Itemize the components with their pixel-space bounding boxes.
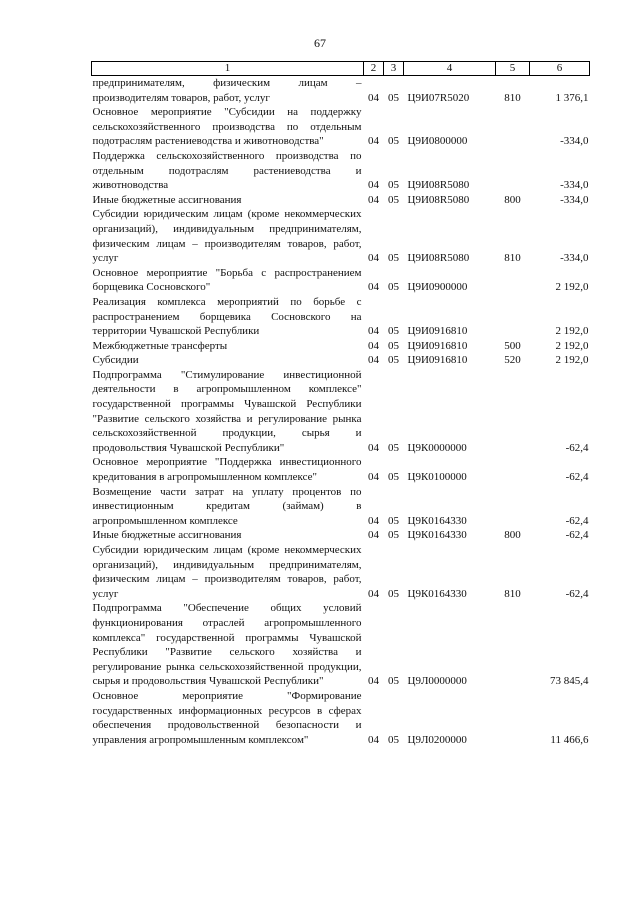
row-expense-type: 500 bbox=[504, 339, 521, 352]
row-section: 04 bbox=[368, 252, 379, 265]
row-target-code: Ц9К0164330 bbox=[407, 587, 467, 600]
table-row bbox=[92, 207, 590, 265]
row-expense-type bbox=[496, 295, 530, 339]
row-subsection: 05 bbox=[388, 733, 399, 746]
row-expense-type bbox=[496, 266, 530, 295]
row-section: 04 bbox=[368, 339, 379, 352]
row-name: Основное мероприятие "Субсидии на поддержку сельскохозяйственного производства по отдельным подотраслям растениеводства и животноводства" bbox=[92, 106, 362, 148]
row-expense-type bbox=[496, 455, 530, 484]
row-amount: 2 192,0 bbox=[555, 281, 589, 294]
table-body bbox=[92, 76, 590, 748]
row-section: 04 bbox=[368, 281, 379, 294]
row-target-code: Ц9И07R5020 bbox=[407, 91, 470, 104]
row-section: 04 bbox=[368, 193, 379, 206]
row-subsection: 05 bbox=[388, 252, 399, 265]
row-target-code: Ц9К0000000 bbox=[407, 441, 467, 454]
row-expense-type: 520 bbox=[504, 354, 521, 367]
row-name: предпринимателям, физическим лицам – производителям товаров, работ, услуг bbox=[92, 77, 362, 104]
row-subsection: 05 bbox=[388, 675, 399, 688]
row-expense-type bbox=[496, 105, 530, 149]
table-row bbox=[92, 485, 590, 529]
table-row bbox=[92, 76, 590, 106]
row-expense-type bbox=[496, 368, 530, 456]
row-target-code: Ц9К0100000 bbox=[407, 471, 467, 484]
header-col-3: 3 bbox=[384, 62, 404, 76]
row-section: 04 bbox=[368, 514, 379, 527]
budget-table bbox=[91, 61, 590, 747]
row-amount: -334,0 bbox=[560, 179, 589, 192]
row-section: 04 bbox=[368, 441, 379, 454]
table-row bbox=[92, 601, 590, 689]
row-expense-type bbox=[496, 689, 530, 747]
row-target-code: Ц9И08R5080 bbox=[407, 179, 470, 192]
page-number: 67 bbox=[314, 36, 326, 50]
row-target-code: Ц9К0164330 bbox=[407, 529, 467, 542]
table-header bbox=[92, 62, 590, 76]
row-name: Субсидии юридическим лицам (кроме некоммерческих организаций), индивидуальным предпринимателям, физическим лицам – производителям товаров, работ, услуг bbox=[92, 208, 362, 265]
row-subsection: 05 bbox=[388, 135, 399, 148]
row-amount: 11 466,6 bbox=[550, 733, 589, 746]
row-name: Реализация комплекса мероприятий по борьбе с распространением борщевика Сосновского на территории Чувашской Республики bbox=[92, 295, 362, 338]
row-expense-type: 800 bbox=[504, 193, 521, 206]
table-row bbox=[92, 266, 590, 295]
table-row bbox=[92, 295, 590, 339]
row-section: 04 bbox=[368, 91, 379, 104]
row-subsection: 05 bbox=[388, 529, 399, 542]
row-name: Иные бюджетные ассигнования bbox=[92, 529, 242, 542]
row-section: 04 bbox=[368, 587, 379, 600]
row-name: Подпрограмма "Обеспечение общих условий функционирования отраслей агропромышленного комплекса" государственной программы Чувашской Республики "Развитие сельского хозяйства и регулирование рынка сельскохозяйственной продукции, сырья и продовольствия Чувашской Республики" bbox=[92, 602, 362, 688]
row-name: Основное мероприятие "Поддержка инвестиционного кредитования в агропромышленном комплексе" bbox=[92, 456, 362, 484]
table-row bbox=[92, 339, 590, 354]
table-row bbox=[92, 353, 590, 368]
row-section: 04 bbox=[368, 529, 379, 542]
row-expense-type bbox=[496, 149, 530, 193]
row-expense-type bbox=[496, 601, 530, 689]
row-name: Межбюджетные трансферты bbox=[92, 339, 228, 352]
row-section: 04 bbox=[368, 675, 379, 688]
row-target-code: Ц9Л0200000 bbox=[407, 733, 467, 746]
row-section: 04 bbox=[368, 325, 379, 338]
row-section: 04 bbox=[368, 135, 379, 148]
header-col-4: 4 bbox=[404, 62, 496, 76]
row-amount: -334,0 bbox=[560, 252, 589, 265]
row-target-code: Ц9И08R5080 bbox=[407, 252, 470, 265]
row-amount: -62,4 bbox=[565, 529, 589, 542]
row-name: Поддержка сельскохозяйственного производства по отдельным подотраслям растениеводства и животноводства bbox=[92, 149, 362, 192]
table-row bbox=[92, 543, 590, 601]
header-col-1: 1 bbox=[92, 62, 364, 76]
table-row bbox=[92, 193, 590, 208]
row-amount: 73 845,4 bbox=[550, 675, 589, 688]
table-row bbox=[92, 528, 590, 543]
row-subsection: 05 bbox=[388, 91, 399, 104]
row-expense-type: 810 bbox=[504, 252, 521, 265]
row-target-code: Ц9И0900000 bbox=[407, 281, 468, 294]
row-section: 04 bbox=[368, 471, 379, 484]
row-amount: 2 192,0 bbox=[555, 354, 589, 367]
row-section: 04 bbox=[368, 179, 379, 192]
table-row bbox=[92, 105, 590, 149]
table-row bbox=[92, 368, 590, 456]
row-target-code: Ц9К0164330 bbox=[407, 514, 467, 527]
row-subsection: 05 bbox=[388, 193, 399, 206]
row-target-code: Ц9И0800000 bbox=[407, 135, 468, 148]
row-target-code: Ц9Л0000000 bbox=[407, 675, 467, 688]
row-expense-type bbox=[496, 485, 530, 529]
row-name: Субсидии bbox=[92, 354, 139, 367]
row-amount: 2 192,0 bbox=[555, 339, 589, 352]
row-name: Основное мероприятие "Борьба с распространением борщевика Сосновского" bbox=[92, 266, 362, 294]
row-section: 04 bbox=[368, 733, 379, 746]
header-col-6: 6 bbox=[530, 62, 590, 76]
row-subsection: 05 bbox=[388, 325, 399, 338]
header-col-2: 2 bbox=[364, 62, 384, 76]
row-amount: -334,0 bbox=[560, 193, 589, 206]
row-name: Субсидии юридическим лицам (кроме некоммерческих организаций), индивидуальным предпринимателям, физическим лицам – производителям товаров, работ, услуг bbox=[92, 544, 362, 600]
row-subsection: 05 bbox=[388, 441, 399, 454]
row-target-code: Ц9И0916810 bbox=[407, 339, 468, 352]
table-row bbox=[92, 689, 590, 747]
row-amount: -62,4 bbox=[565, 471, 589, 484]
header-col-5: 5 bbox=[496, 62, 530, 76]
row-target-code: Ц9И08R5080 bbox=[407, 193, 470, 206]
row-amount: -62,4 bbox=[565, 587, 589, 600]
row-name: Возмещение части затрат на уплату процентов по инвестиционным кредитам (займам) в агропромышленном комплексе bbox=[92, 485, 362, 527]
row-target-code: Ц9И0916810 bbox=[407, 354, 468, 367]
row-amount: -62,4 bbox=[565, 514, 589, 527]
row-section: 04 bbox=[368, 354, 379, 367]
row-name: Основное мероприятие "Формирование государственных информационных ресурсов в сферах обеспечения продовольственной безопасности и управления агропромышленным комплексом" bbox=[92, 689, 362, 746]
row-amount: 2 192,0 bbox=[555, 325, 589, 338]
row-name: Подпрограмма "Стимулирование инвестиционной деятельности в агропромышленном комплексе" государственной программы Чувашской Республики "Развитие сельского хозяйства и регулирование рынка сельскохозяйственной продукции, сырья и продовольствия Чувашской Республики" bbox=[92, 368, 362, 454]
row-subsection: 05 bbox=[388, 354, 399, 367]
row-subsection: 05 bbox=[388, 471, 399, 484]
row-expense-type: 800 bbox=[504, 529, 521, 542]
row-amount: -62,4 bbox=[565, 441, 589, 454]
row-subsection: 05 bbox=[388, 514, 399, 527]
row-name: Иные бюджетные ассигнования bbox=[92, 193, 242, 206]
row-subsection: 05 bbox=[388, 339, 399, 352]
row-expense-type: 810 bbox=[504, 587, 521, 600]
row-target-code: Ц9И0916810 bbox=[407, 325, 468, 338]
row-subsection: 05 bbox=[388, 281, 399, 294]
table-row bbox=[92, 455, 590, 484]
header-row bbox=[92, 62, 590, 76]
row-amount: 1 376,1 bbox=[555, 91, 589, 104]
row-subsection: 05 bbox=[388, 179, 399, 192]
row-expense-type: 810 bbox=[504, 91, 521, 104]
row-subsection: 05 bbox=[388, 587, 399, 600]
row-amount: -334,0 bbox=[560, 135, 589, 148]
table-row bbox=[92, 149, 590, 193]
